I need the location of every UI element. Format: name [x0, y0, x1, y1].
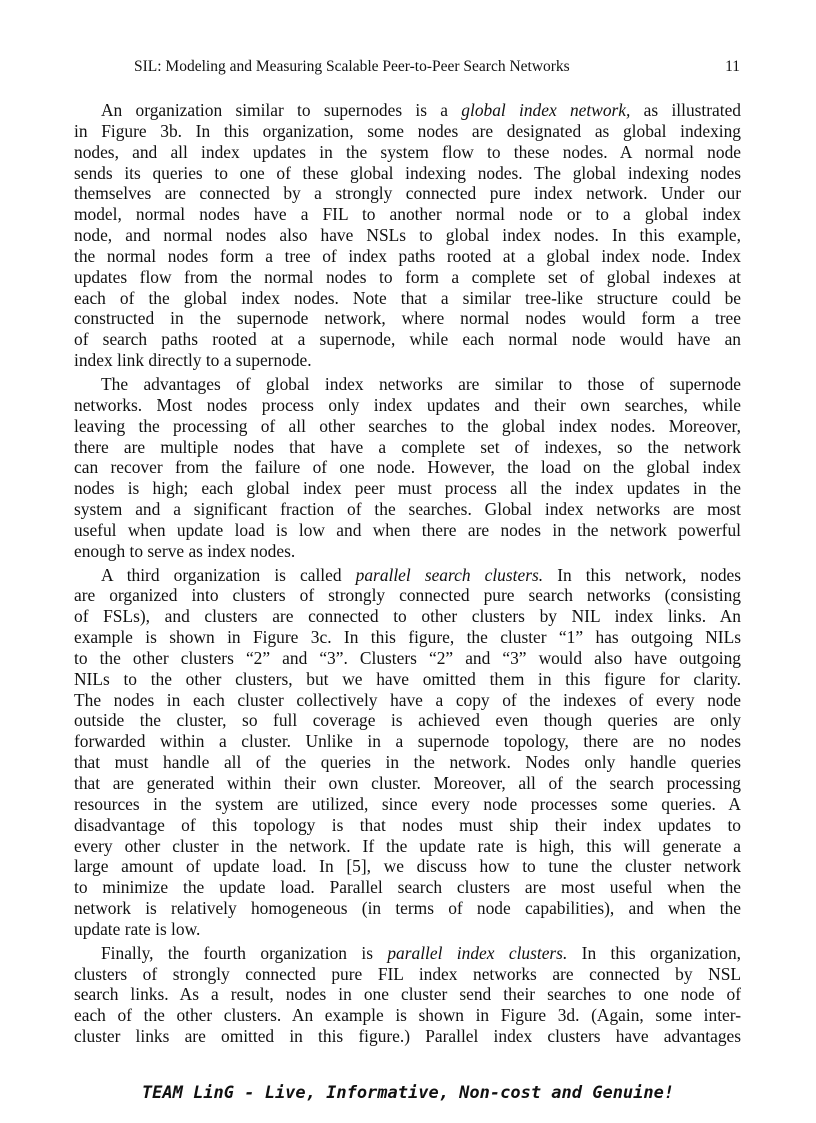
text-line	[74, 690, 741, 711]
text-line	[74, 984, 741, 1005]
text-run: are organized into clusters of strongly connected pure search networks (consisting	[74, 585, 741, 606]
paragraph	[74, 100, 741, 371]
text-run: system and a significant fraction of the searches. Global index networks are most	[74, 499, 741, 520]
text-run: in Figure 3b. In this organization, some nodes are designated as global indexing	[74, 120, 741, 141]
text-line	[74, 499, 741, 520]
text-line	[74, 669, 741, 690]
text-run: forwarded within a cluster. Unlike in a supernode topology, there are no nodes	[74, 731, 741, 752]
text-run: useful when update load is low and when there are nodes in the network powerful	[74, 519, 741, 540]
text-run: that must handle all of the queries in the network. Nodes only handle queries	[74, 752, 741, 773]
text-line	[74, 541, 741, 562]
text-line	[74, 565, 741, 586]
text-run: that are generated within their own cluster. Moreover, all of the search processing	[74, 773, 741, 793]
text-run: outside the cluster, so full coverage is achieved even though queries are only	[74, 710, 741, 731]
text-run: enough to serve as index nodes.	[74, 540, 296, 561]
text-line	[74, 416, 741, 437]
text-line	[74, 100, 741, 121]
text-run: NILs to the other clusters, but we have omitted them in this figure for clarity.	[74, 668, 741, 689]
text-line	[74, 898, 741, 919]
emphasized-term: global index network,	[461, 100, 631, 120]
text-line	[74, 919, 741, 940]
text-run: networks. Most nodes process only index updates and their own searches, while	[74, 394, 741, 415]
page-number: 11	[725, 58, 740, 75]
text-run: updates flow from the normal nodes to form a complete set of global indexes at	[74, 266, 741, 287]
paragraph	[74, 374, 741, 562]
text-run: search links. As a result, nodes in one cluster send their searches to one node of	[74, 984, 741, 1005]
text-run: example is shown in Figure 3c. In this figure, the cluster “1” has outgoing NILs	[74, 627, 741, 648]
text-run: cluster links are omitted in this figure.) Parallel index clusters have advantages	[74, 1026, 741, 1047]
text-line	[74, 142, 741, 163]
text-line	[74, 478, 741, 499]
text-run: resources in the system are utilized, since every node processes some queries. A	[74, 793, 741, 814]
text-run: nodes, and all index updates in the system flow to these nodes. A normal node	[74, 141, 741, 162]
footer-banner: TEAM LinG - Live, Informative, Non-cost and Genuine!	[141, 1083, 675, 1103]
emphasized-term: parallel search clusters.	[355, 564, 544, 585]
text-run: update rate is low.	[74, 918, 201, 939]
text-run: each of the other clusters. An example is shown in Figure 3d. (Again, some inter-	[74, 1005, 741, 1026]
text-run: to minimize the update load. Parallel search clusters are most useful when the	[74, 877, 741, 898]
text-line	[74, 606, 741, 627]
text-line	[74, 437, 741, 458]
text-run: disadvantage of this topology is that nodes must ship their index updates to	[74, 814, 741, 835]
text-run: to the other clusters “2” and “3”. Clusters “2” and “3” would also have outgoing	[74, 647, 741, 668]
text-run: network is relatively homogeneous (in terms of node capabilities), and when the	[74, 898, 741, 919]
text-run: leaving the processing of all other searches to the global index nodes. Moreover,	[74, 415, 741, 436]
text-run: model, normal nodes have a FIL to another normal node or to a global index	[74, 204, 741, 225]
text-run: An organization similar to supernodes is a	[101, 100, 462, 120]
text-line	[74, 1005, 741, 1026]
text-line	[74, 329, 741, 350]
text-line	[74, 627, 741, 648]
text-line	[74, 585, 741, 606]
text-line	[74, 288, 741, 309]
text-run: node, and normal nodes also have NSLs to global index nodes. In this example,	[74, 225, 741, 246]
text-line	[74, 457, 741, 478]
text-run: The advantages of global index networks are similar to those of supernode	[101, 373, 741, 394]
text-line	[74, 350, 741, 371]
text-line	[74, 710, 741, 731]
text-run: index link directly to a supernode.	[74, 350, 312, 371]
text-run: every other cluster in the network. If the update rate is high, this will generate a	[74, 835, 741, 856]
emphasized-term: parallel index clusters.	[387, 942, 568, 963]
text-run: each of the global index nodes. Note that a similar tree-like structure could be	[74, 287, 741, 308]
text-run: of search paths rooted at a supernode, while each normal node would have an	[74, 329, 741, 350]
text-line	[74, 877, 741, 898]
text-run: large amount of update load. In [5], we discuss how to tune the cluster network	[74, 856, 741, 877]
text-line	[74, 204, 741, 225]
text-run: In this network, nodes	[543, 564, 741, 585]
text-line	[74, 964, 741, 985]
text-line	[74, 308, 741, 329]
text-line	[74, 374, 741, 395]
text-line	[74, 943, 741, 964]
text-line	[74, 773, 741, 794]
text-line	[74, 836, 741, 857]
text-run: sends its queries to one of these global indexing nodes. The global indexing nodes	[74, 162, 741, 183]
text-run: Finally, the fourth organization is	[101, 942, 388, 963]
text-run: as illustrated	[630, 100, 741, 120]
text-line	[74, 267, 741, 288]
text-line	[74, 246, 741, 267]
text-run: In this organization,	[567, 942, 741, 963]
text-run: nodes is high; each global index peer must process all the index updates in the	[74, 478, 741, 499]
text-line	[74, 183, 741, 204]
text-run: A third organization is called	[101, 564, 356, 585]
text-line	[74, 752, 741, 773]
text-line	[74, 648, 741, 669]
text-line	[74, 520, 741, 541]
text-line	[74, 815, 741, 836]
text-run: constructed in the supernode network, where normal nodes would form a tree	[74, 308, 741, 329]
text-run: clusters of strongly connected pure FIL index networks are connected by NSL	[74, 963, 741, 984]
text-line	[74, 121, 741, 142]
text-run: of FSLs), and clusters are connected to other clusters by NIL index links. An	[74, 606, 741, 627]
text-line	[74, 163, 741, 184]
text-run: themselves are connected by a strongly connected pure index network. Under our	[74, 183, 741, 204]
text-run: can recover from the failure of one node. However, the load on the global index	[74, 457, 741, 478]
text-line	[74, 395, 741, 416]
text-run: the normal nodes form a tree of index paths rooted at a global index node. Index	[74, 245, 741, 266]
text-run: The nodes in each cluster collectively have a copy of the indexes of every node	[74, 689, 741, 710]
text-line	[74, 1026, 741, 1047]
text-line	[74, 856, 741, 877]
text-line	[74, 225, 741, 246]
text-line	[74, 731, 741, 752]
paragraph	[74, 565, 741, 940]
text-run: there are multiple nodes that have a complete set of indexes, so the network	[74, 436, 741, 457]
running-title: SIL: Modeling and Measuring Scalable Peer-to-Peer Search Networks	[134, 58, 570, 75]
text-line	[74, 794, 741, 815]
paragraph	[74, 943, 741, 1047]
body-text	[74, 100, 741, 1050]
